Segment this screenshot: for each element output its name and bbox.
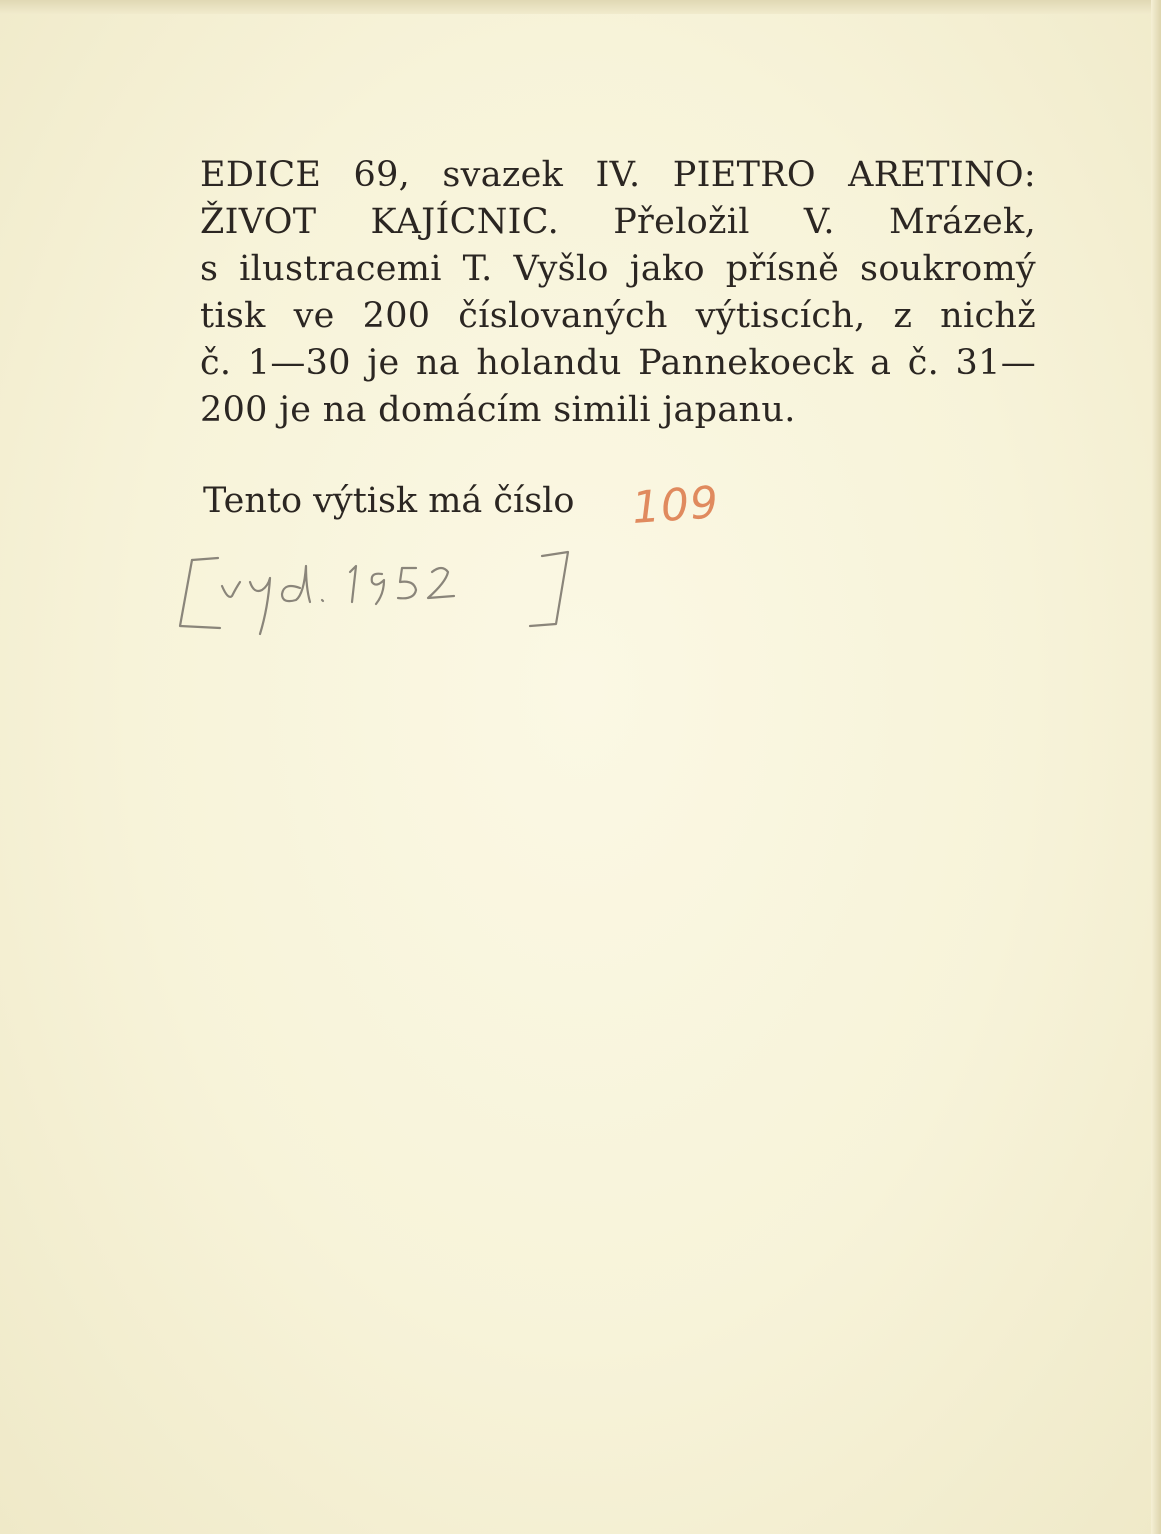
handwritten-copy-number: 109: [630, 477, 721, 534]
colophon-line: s ilustracemi T. Vyšlo jako přísně soukromý: [200, 249, 1036, 289]
colophon-line: ŽIVOT KAJÍCNIC. Přeložil V. Mrázek,: [200, 202, 1036, 242]
pencil-annotation: [170, 538, 590, 648]
colophon-line: EDICE 69, svazek IV. PIETRO ARETINO:: [200, 155, 1036, 195]
colophon-line: tisk ve 200 číslovaných výtiscích, z nichž: [200, 296, 1036, 336]
copy-number-label: Tento výtisk má číslo: [203, 481, 575, 521]
colophon-text: [200, 152, 1036, 434]
colophon-line: č. 1—30 je na holandu Pannekoeck a č. 31—: [200, 343, 1036, 383]
colophon-line: 200 je na domácím simili japanu.: [200, 390, 796, 430]
page-top-edge: [0, 0, 1161, 14]
page-right-edge: [1151, 0, 1161, 1534]
